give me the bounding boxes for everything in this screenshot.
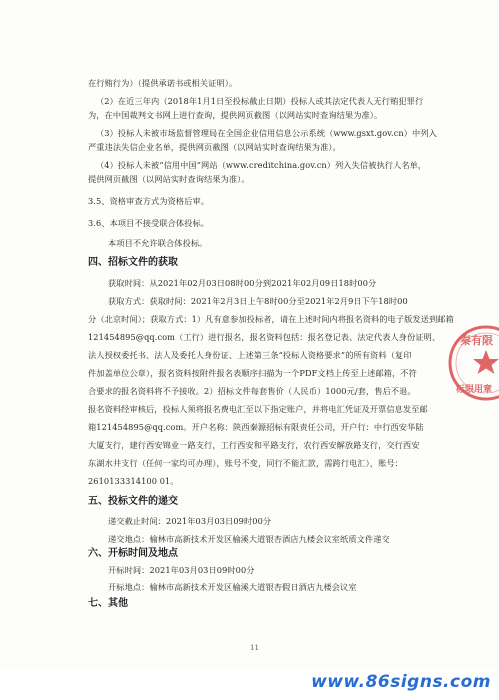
text-line: 严重违法失信企业名单，提供网页截图（以网站实时查询结果为准）。 xyxy=(88,142,341,152)
text-line: （3）投标人未被市场监督管理局在全国企业信用信息公示系统（www.gsxt.gov.cn）中列入 xyxy=(96,128,437,138)
section-heading-4: 四、招标文件的获取 xyxy=(88,257,178,268)
text-line: 在行贿行为）（提供承诺书或相关证明）。 xyxy=(88,78,238,88)
text-line: 递交截止时间：2021年03月03日09时00分 xyxy=(108,516,272,526)
text-line: 3.5、资格审查方式为资格后审。 xyxy=(88,196,210,206)
seal-bottom-text: 标限用章 xyxy=(456,385,493,395)
text-line: 合要求的报名资料将不予接收。2）招标文件每套售价（人民币）1000元/套，售后不退。 xyxy=(88,386,416,396)
text-line: 为，在中国裁判文书网上进行查询，提供网页截图（以网站实时查询结果为准）。 xyxy=(88,110,383,120)
text-line: 121454895@qq.com（工行）进行报名，报名资料包括：报名登记表、法定代表人身份证明、 xyxy=(88,332,441,342)
text-line: 分（北京时间）；获取方式：1）凡有意参加投标者，请在上述时间内将报名资料的电子版发送到邮箱 xyxy=(88,314,454,324)
text-line: 获取方式：获取时间：2021年2月3日上午8时00分至2021年2月9日下午18时00 xyxy=(108,296,408,306)
section-heading-6: 六、开标时间及地点 xyxy=(88,548,178,559)
text-line: 3.6、本项目不接受联合体投标。 xyxy=(88,218,210,228)
text-line: 2610133314100 01。 xyxy=(88,476,179,486)
text-line: 法人授权委托书、法人及委托人身份证、上述第三条“投标人资格要求”的所有资料（复印 xyxy=(88,350,412,360)
text-line: 开标地点：榆林市高新技术开发区榆溪大道银杏假日酒店九楼会议室 xyxy=(108,582,357,592)
text-line: 开标时间：2021年03月03日09时00分 xyxy=(108,565,255,575)
watermark-url[interactable]: www.86signs.com xyxy=(311,672,491,692)
text-line: 获取时间：从2021年02月03日08时00分到2021年02月09日18时00分 xyxy=(108,278,377,288)
section-heading-5: 五、投标文件的递交 xyxy=(88,496,178,507)
company-seal-stamp xyxy=(446,318,499,408)
text-line: 箱121454895@qq.com。开户名称：陕西秦源招标有限责任公司，开户行：中行西安华陆 xyxy=(88,422,424,432)
seal-top-text: 秦有限 xyxy=(460,334,493,347)
text-line: 提供网页截图（以网站实时查询结果为准）。 xyxy=(88,174,250,184)
text-line: 报名资料经审核后，投标人须将报名费电汇至以下指定账户，并将电汇凭证及开票信息发至邮 xyxy=(88,404,428,414)
text-line: （4）投标人未被“信用中国”网站（www.creditchina.gov.cn）列入失信被执行人名单， xyxy=(96,160,427,170)
text-line: （2）在近三年内（2018年1月1日至投标截止日期）投标人或其法定代表人无行贿犯罪行 xyxy=(96,96,424,106)
text-line: 本项目不允许联合体投标。 xyxy=(108,238,208,248)
section-heading-7: 七、其他 xyxy=(88,598,128,609)
text-line: 大厦支行，建行西安锦业一路支行，工行西安和平路支行，农行西安解放路支行，交行西安 xyxy=(88,440,420,450)
seal-star-icon xyxy=(473,350,499,374)
page-number: 11 xyxy=(250,644,259,652)
text-line: 东湖水井支行（任何一家均可办理），账号不变，同行不能汇款，需跨行电汇），账号： xyxy=(88,458,404,468)
text-line: 递交地点：榆林市高新技术开发区榆溪大道银杏酒店九楼会议室纸质文件递交 xyxy=(108,534,390,544)
text-line: 件加盖单位公章），报名资料按附件报名表顺序扫描为一个PDF文档上传至上述邮箱，不符 xyxy=(88,368,417,378)
